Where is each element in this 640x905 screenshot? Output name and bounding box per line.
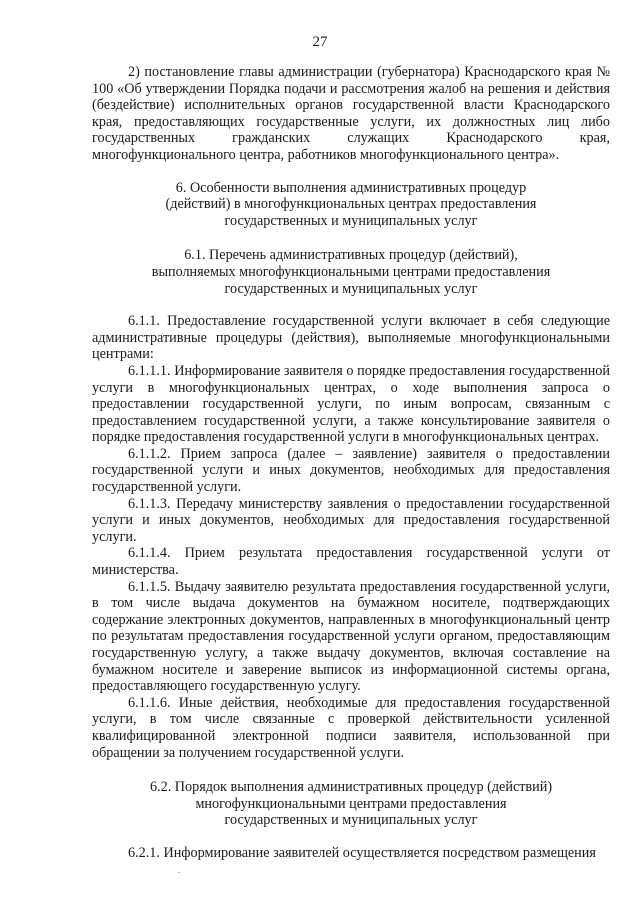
paragraph-6-1-1-4: 6.1.1.4. Прием результата предоставления государственной услуги от министерства.: [92, 545, 610, 579]
paragraph-6-1-1: 6.1.1. Предоставление государственной услуги включает в себя следующие административные процедуры (действия), выполняемые многофункциональными центрами:: [92, 313, 610, 363]
paragraph-6-1-1-3: 6.1.1.3. Передачу министерству заявления о предоставлении государственной услуги и иных документов, необходимых для предоставления государственной услуги.: [92, 495, 610, 545]
heading-line: многофункциональными центрами предоставления: [195, 795, 507, 812]
paragraph-6-1-1-2: 6.1.1.2. Прием запроса (далее – заявление) заявителя о предоставлении государственной услуги и иных документов, необходимых для предоставления государственной услуги.: [92, 445, 610, 496]
heading-line: 6.1. Перечень административных процедур (действий),: [184, 247, 518, 264]
document-body: [92, 64, 610, 862]
paragraph-6-1-1-5: 6.1.1.5. Выдачу заявителю результата предоставления государственной услуги, в том числе выдача документов на бумажном носителе, подтверждающих содержание электронных документов, направленных в многофункциональный центр по результатам предоставления государственной услуги органом, предоставляющим государственную услугу, а также выдачу документов, включая составление на бумажном носителе и заверение выписок из информационной системы органа, предоставляющего государственную услугу.: [92, 578, 610, 695]
page-number: 27: [312, 34, 328, 50]
heading-line: государственных и муниципальных услуг: [224, 212, 478, 229]
heading-line: 6. Особенности выполнения административных процедур: [175, 179, 527, 196]
paragraph-intro: 2) постановление главы администрации (губернатора) Краснодарского края № 100 «Об утверждении Порядка подачи и рассмотрения жалоб на решения и действия (бездействие) исполнительных органов государственной власти Краснодарского края, предоставляющих государственные услуги, их должностных лиц либо государственных гражданских служащих Краснодарского края, многофункционального центра, работников многофункционального центра».: [92, 64, 610, 163]
heading-line: государственных и муниципальных услуг: [224, 812, 478, 829]
paragraph-6-1-1-1: 6.1.1.1. Информирование заявителя о порядке предоставления государственной услуги в многофункциональных центрах, о ходе выполнения запроса о предоставлении государственной услуги, по иным вопросам, связанным с предоставлением государственной услуги, а также консультирование заявителя о порядке предоставления государственной услуги в многофункциональных центрах.: [92, 362, 610, 446]
heading-section-6: [92, 180, 610, 230]
heading-section-6-1: [92, 247, 610, 297]
heading-line: выполняемых многофункциональными центрами предоставления: [151, 263, 551, 280]
heading-section-6-2: [92, 779, 610, 829]
heading-line: 6.2. Порядок выполнения административных процедур (действий): [149, 779, 553, 796]
heading-line: государственных и муниципальных услуг: [224, 280, 478, 297]
scan-speck: [178, 872, 180, 873]
paragraph-6-1-1-6: 6.1.1.6. Иные действия, необходимые для предоставления государственной услуги, в том числе связанные с проверкой действительности усиленной квалифицированной электронной подписи заявителя, использованной при обращении за получением государственной услуги.: [92, 694, 610, 761]
paragraph-6-2-1: 6.2.1. Информирование заявителей осуществляется посредством размещения: [128, 844, 596, 861]
heading-line: (действий) в многофункциональных центрах предоставления: [165, 196, 537, 213]
